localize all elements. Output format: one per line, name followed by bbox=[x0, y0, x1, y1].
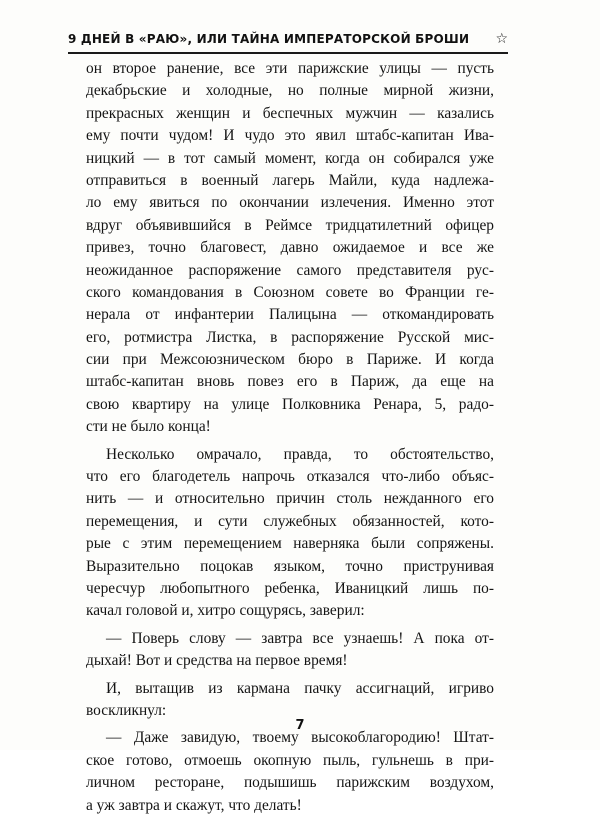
text-line: Выразительно поцокав языком, точно приструнивая bbox=[86, 557, 494, 575]
text-line: он второе ранение, все эти парижские улицы — пусть bbox=[86, 60, 494, 77]
text-line: дыхай! Вот и средства на первое время! bbox=[86, 652, 348, 670]
text-line: прекрасных женщин и беспечных мужчин — казались bbox=[86, 104, 494, 122]
text-line: рые с этим перемещением наверняка были сопряжены. bbox=[86, 535, 494, 553]
text-line: декабрьские и холодные, но полные мирной жизни, bbox=[86, 82, 494, 100]
text-line: а уж завтра и скажут, что делать! bbox=[86, 796, 302, 814]
text-line: отправиться в военный лагерь Майли, куда надлежа- bbox=[86, 171, 494, 189]
text-line: И, вытащив из кармана пачку ассигнаций, игриво bbox=[106, 679, 494, 697]
text-line: ницкий — в тот самый момент, когда он собирался уже bbox=[86, 149, 494, 167]
text-line: перемещения, и сути служебных обязанностей, кото- bbox=[86, 512, 494, 530]
text-line: ское готово, отмоешь окопную пыль, гульнешь в при- bbox=[86, 751, 494, 769]
text-line: привез, точно благовест, давно ожидаемое и все же bbox=[86, 239, 494, 257]
paragraph bbox=[86, 727, 494, 817]
text-line: его, ротмистра Листка, в распоряжение Русской мис- bbox=[86, 328, 494, 346]
text-line: личном ресторане, подышишь парижским воздухом, bbox=[86, 774, 494, 792]
text-line: свою квартиру на улице Полковника Ренара, 5, радо- bbox=[86, 395, 494, 413]
text-line: ему почти чудом! И чудо это явил штабс-капитан Ива- bbox=[86, 127, 494, 145]
text-line: воскликнул: bbox=[86, 701, 167, 719]
text-line: — Даже завидую, твоему высокоблагородию! Штат- bbox=[106, 729, 494, 747]
text-line: что его благодетель напрочь отказался что-либо объяс- bbox=[86, 468, 494, 486]
text-line: нить — и относительно причин столь нежданного его bbox=[86, 490, 494, 508]
running-head bbox=[68, 28, 508, 50]
text-line: сти не было конца! bbox=[86, 418, 211, 436]
page-number: 7 bbox=[295, 718, 305, 733]
text-line: Несколько омрачало, правда, то обстоятельство, bbox=[106, 445, 494, 463]
paragraph bbox=[86, 678, 494, 723]
text-line: вдруг объявившийся в Реймсе тридцатилетний офицер bbox=[86, 216, 494, 234]
star-icon: ☆ bbox=[495, 31, 508, 47]
paragraph bbox=[86, 444, 494, 623]
header-rule bbox=[68, 52, 508, 54]
text-line: чересчур любопытного ребенка, Иваницкий лишь по- bbox=[86, 579, 494, 597]
text-line: — Поверь слову — завтра все узнаешь! А пока от- bbox=[106, 629, 494, 647]
paragraph bbox=[86, 58, 494, 439]
text-line: неожиданное распоряжение самого представителя рус- bbox=[86, 261, 494, 279]
paragraph bbox=[86, 628, 494, 673]
text-line: штабс-капитан вновь повез его в Париж, да еще на bbox=[86, 373, 494, 391]
text-line: ского командования в Союзном совете во Франции ге- bbox=[86, 283, 494, 301]
text-line: нерала от инфантерии Палицына — откомандировать bbox=[86, 306, 494, 324]
text-line: ло ему явиться по окончании излечения. Именно этот bbox=[86, 194, 494, 212]
text-line: качал головой и, хитро сощурясь, заверил: bbox=[86, 602, 365, 620]
running-head-title: 9 ДНЕЙ В «РАЮ», ИЛИ ТАЙНА ИМПЕРАТОРСКОЙ БРОШИ bbox=[68, 32, 470, 46]
body-text bbox=[86, 58, 494, 817]
text-line: сии при Межсоюзническом бюро в Париже. И когда bbox=[86, 351, 494, 369]
